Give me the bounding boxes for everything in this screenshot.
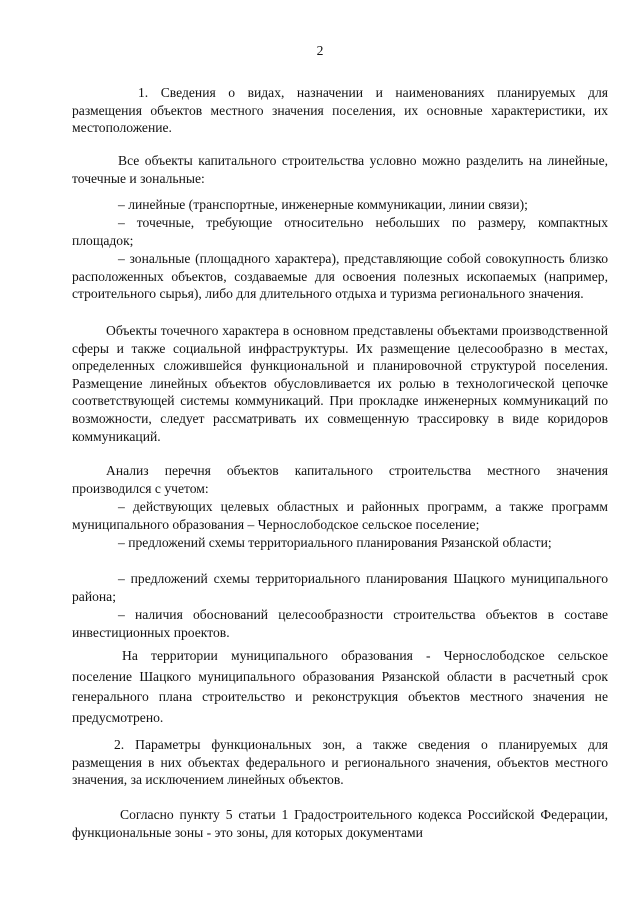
list-item-linear: – линейные (транспортные, инженерные коммуникации, линии связи);: [118, 197, 528, 212]
paragraph-objects-classification: Все объекты капитального строительства условно можно разделить на линейные, точечные и зональные:: [72, 153, 608, 186]
list-item-investment: – наличия обоснований целесообразности строительства объектов в составе инвестиционных проектов.: [72, 607, 608, 640]
paragraph-territory: На территории муниципального образования - Чернослободское сельское поселение Шацкого муниципального образования Рязанской области в расчетный срок генерального плана строительство и реконструкция объектов местного значения не предусмотрено.: [72, 648, 608, 725]
section-2-heading: 2. Параметры функциональных зон, а также сведения о планируемых для размещения в них объектах федерального и регионального значения, объектов местного значения, за исключением линейных объектов.: [72, 737, 608, 788]
list-item-zonal: – зональные (площадного характера), представляющие собой совокупность близко расположенных объектов, создаваемые для освоения полезных ископаемых (например, строительного сырья), либо для длительного отдыха и туризма регионального значения.: [72, 251, 608, 302]
page-number: 2: [316, 43, 324, 58]
list-item-programs: – действующих целевых областных и районных программ, а также программ муниципального образования – Чернослободское сельское поселение;: [72, 499, 608, 532]
paragraph-functional-zones: Согласно пункту 5 статьи 1 Градостроительного кодекса Российской Федерации, функциональные зоны - это зоны, для которых документами: [72, 807, 608, 840]
list-item-regional-scheme: – предложений схемы территориального планирования Рязанской области;: [118, 535, 552, 550]
list-item-district-scheme: – предложений схемы территориального планирования Шацкого муниципального района;: [72, 571, 608, 604]
section-1-heading: 1. Сведения о видах, назначении и наименованиях планируемых для размещения объектов местного значения поселения, их основные характеристики, их местоположение.: [72, 85, 608, 136]
list-item-point: – точечные, требующие относительно небольших по размеру, компактных площадок;: [72, 215, 608, 248]
paragraph-point-objects: Объекты точечного характера в основном представлены объектами производственной сферы и также социальной инфраструктуры. Их размещение целесообразно в местах, определенных сложившейся функциональной и планировочной структурой поселения. Размещение линейных объектов обусловливается их ролью в технологической цепочке соответствующей системы коммуникаций. При прокладке инженерных коммуникаций по возможности, следует рассматривать их совмещенную трассировку в виде коридоров коммуникаций.: [72, 323, 608, 444]
paragraph-analysis: Анализ перечня объектов капитального строительства местного значения производился с учетом:: [72, 463, 608, 496]
